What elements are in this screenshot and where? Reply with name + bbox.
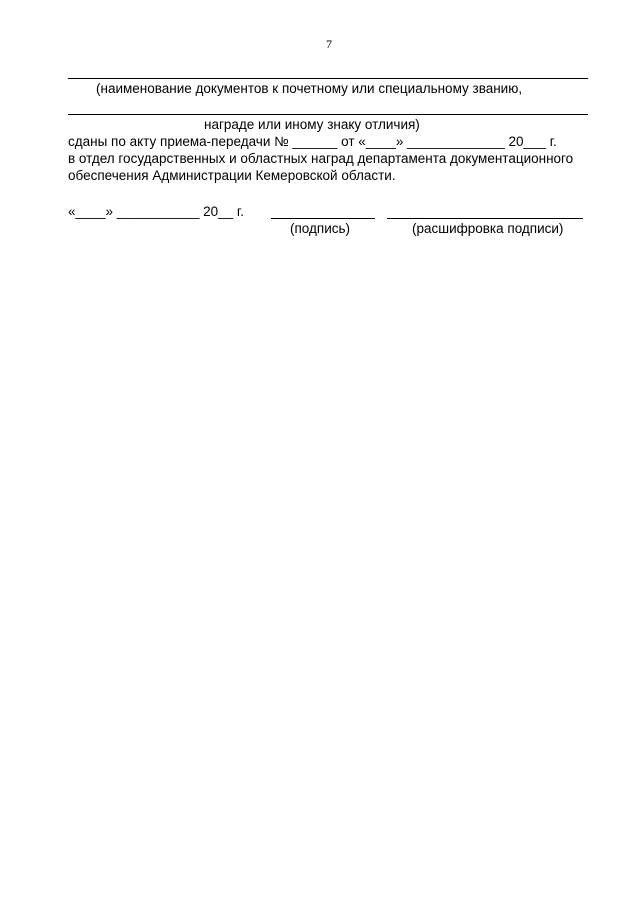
award-caption: награде или иному знаку отличия) [204,117,420,132]
date-field: «____» ___________ 20__ г. [68,204,244,219]
documents-blank-line [68,78,588,79]
signature-blank-line [271,218,375,219]
act-line: сданы по акту приема-передачи № ______ от «____» _____________ 20___ г. [68,134,557,149]
award-blank-line [68,114,588,115]
decoding-blank-line [387,218,583,219]
documents-caption: (наименование документов к почетному или специальному званию, [96,81,523,96]
department-line: в отдел государственных и областных наград департамента документационного [68,151,574,166]
signature-caption: (подпись) [290,221,351,236]
page-number: 7 [326,37,332,51]
administration-line: обеспечения Администрации Кемеровской области. [68,168,396,183]
decoding-caption: (расшифровка подписи) [412,221,564,236]
